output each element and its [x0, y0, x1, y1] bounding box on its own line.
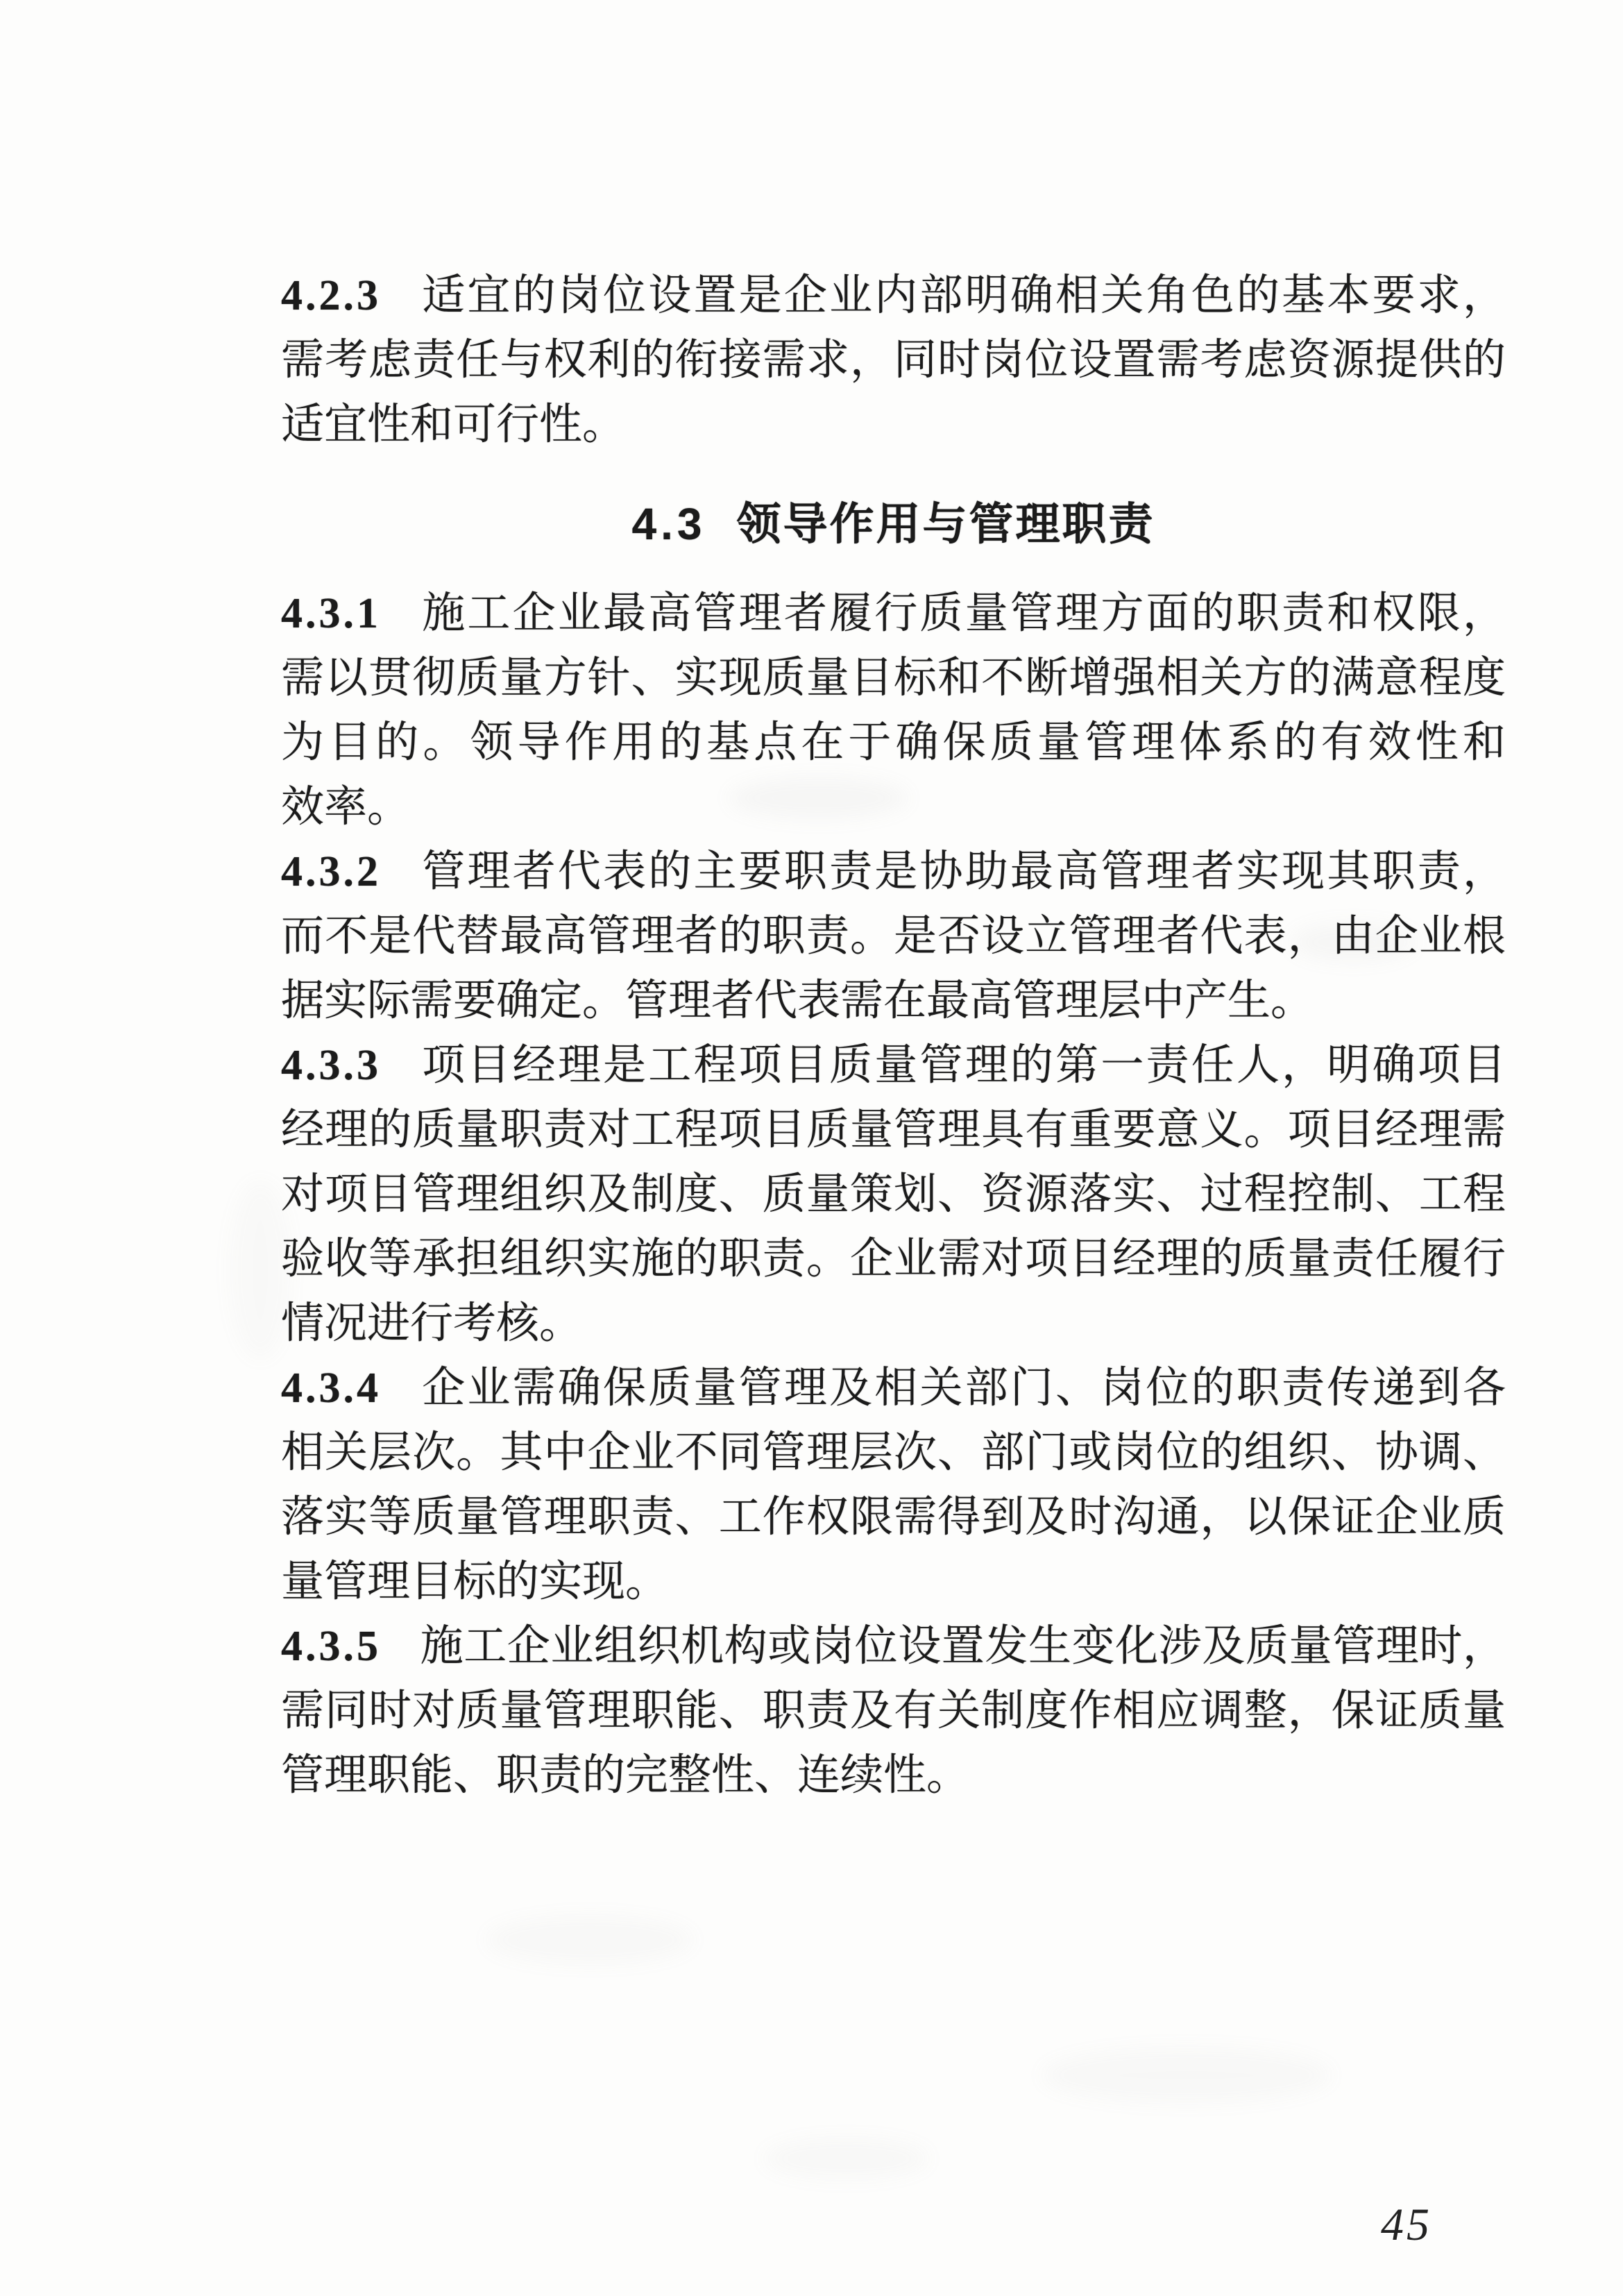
clause-text: 管理者代表的主要职责是协助最高管理者实现其职责， [420, 848, 1506, 895]
clause-number: 4.2.3 [281, 272, 381, 319]
document-body [281, 264, 1506, 1808]
clause-line [281, 582, 1506, 646]
clause-line: 管理职能、职责的完整性、连续性。 [281, 1752, 970, 1799]
section-heading-number: 4.3 [631, 499, 706, 549]
clause-text: 项目经理是工程项目质量管理的第一责任人，明确项目 [420, 1042, 1506, 1089]
section-heading-title: 领导作用与管理职责 [736, 499, 1155, 549]
page-number: 45 [1381, 2200, 1432, 2250]
clause-line: 落实等质量管理职责、工作权限需得到及时沟通，以保证企业质 [281, 1494, 1506, 1541]
clause-4-3-4 [281, 1356, 1506, 1614]
clause-4-2-3 [281, 264, 1506, 457]
clause-line: 据实际需要确定。管理者代表需在最高管理层中产生。 [281, 977, 1314, 1024]
clause-number: 4.3.3 [281, 1042, 381, 1089]
section-heading-4-3 [281, 492, 1506, 557]
clause-4-3-1 [281, 582, 1506, 840]
clause-line: 情况进行考核。 [281, 1300, 583, 1347]
clause-line: 需以贯彻质量方针、实现质量目标和不断增强相关方的满意程度 [281, 655, 1506, 702]
clause-line: 效率。 [281, 784, 411, 831]
clause-line [281, 1356, 1506, 1421]
clause-text: 施工企业组织机构或岗位设置发生变化涉及质量管理时， [420, 1623, 1506, 1670]
clause-number: 4.3.1 [281, 590, 381, 637]
clause-line [281, 1033, 1506, 1098]
scan-smudge [1041, 2048, 1332, 2103]
clause-line: 而不是代替最高管理者的职责。是否设立管理者代表，由企业根 [281, 913, 1506, 960]
clause-line: 经理的质量职责对工程项目质量管理具有重要意义。项目经理需 [281, 1106, 1506, 1154]
clause-line: 验收等承担组织实施的职责。企业需对项目经理的质量责任履行 [281, 1235, 1506, 1283]
clause-number: 4.3.4 [281, 1365, 381, 1412]
scan-smudge [486, 1916, 694, 1964]
clause-line: 为目的。领导作用的基点在于确保质量管理体系的有效性和 [281, 719, 1506, 766]
clause-number: 4.3.2 [281, 848, 381, 895]
clause-line [281, 1614, 1506, 1679]
clause-line [281, 840, 1506, 904]
scan-smudge [763, 2138, 930, 2179]
clause-line: 需考虑责任与权利的衔接需求，同时岗位设置需考虑资源提供的 [281, 337, 1506, 384]
clause-line: 相关层次。其中企业不同管理层次、部门或岗位的组织、协调、 [281, 1429, 1506, 1476]
clause-line: 适宜性和可行性。 [281, 401, 626, 448]
clause-text: 适宜的岗位设置是企业内部明确相关角色的基本要求， [420, 272, 1506, 319]
clause-number: 4.3.5 [281, 1623, 381, 1670]
clause-line: 量管理目标的实现。 [281, 1558, 669, 1605]
clause-text: 施工企业最高管理者履行质量管理方面的职责和权限， [420, 590, 1506, 637]
clause-text: 企业需确保质量管理及相关部门、岗位的职责传递到各 [420, 1365, 1506, 1412]
clause-4-3-5 [281, 1614, 1506, 1808]
clause-line: 需同时对质量管理职能、职责及有关制度作相应调整，保证质量 [281, 1687, 1506, 1734]
clause-line [281, 264, 1506, 328]
clause-line: 对项目管理组织及制度、质量策划、资源落实、过程控制、工程 [281, 1171, 1506, 1218]
clause-4-3-3 [281, 1033, 1506, 1356]
clause-4-3-2 [281, 840, 1506, 1033]
